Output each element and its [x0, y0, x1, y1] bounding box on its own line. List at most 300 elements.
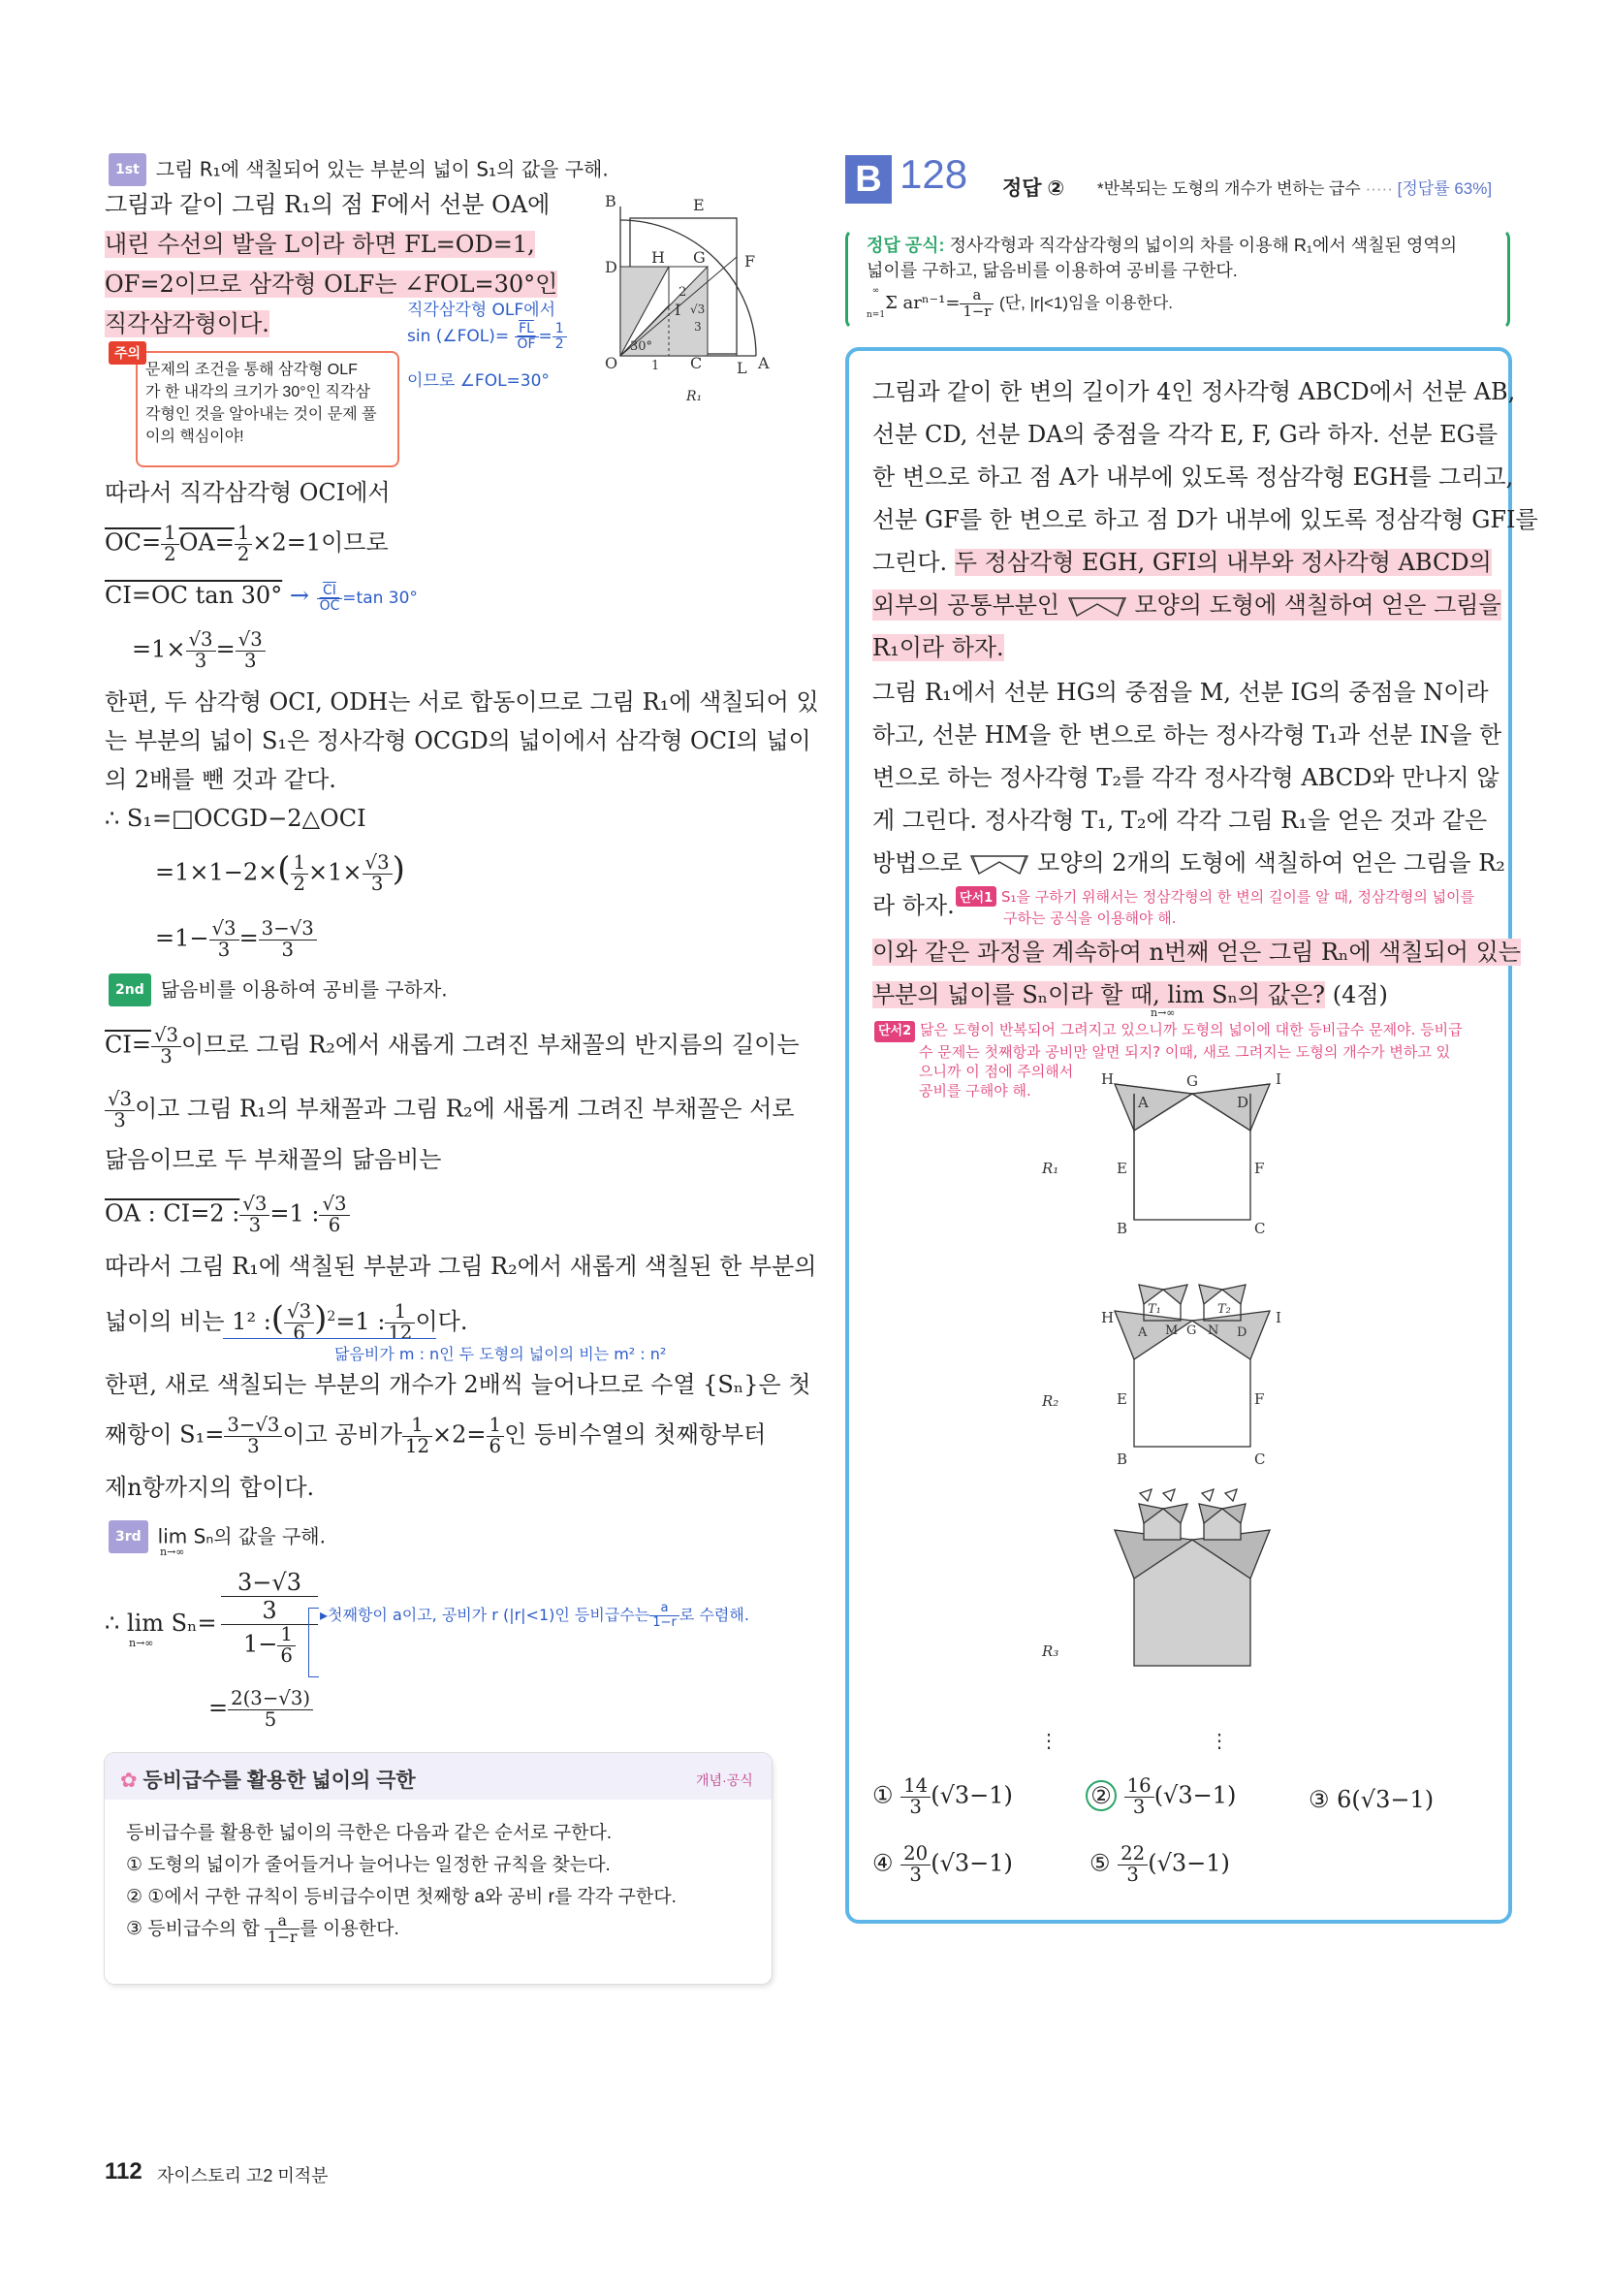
- s3: [155, 919, 317, 960]
- shape-icon: [969, 854, 1029, 876]
- r1-num: [221, 1569, 318, 1625]
- pr-l13: 라 하자.: [872, 892, 955, 919]
- q4: [105, 1195, 350, 1235]
- blue-note-1: 직각삼각형 OLF에서: [407, 301, 555, 320]
- q8: [105, 1416, 766, 1456]
- lim-sub-3: n→∞: [1151, 1006, 1176, 1019]
- q4-a: OA : CI=2 :: [105, 1199, 240, 1228]
- pr-l5a: 그린다.: [872, 549, 948, 576]
- formula-l3: [867, 287, 1457, 320]
- q6-c: 이다.: [415, 1308, 468, 1335]
- lbl-I: I: [1276, 1070, 1281, 1088]
- num: 1: [385, 1302, 415, 1323]
- c5-tail: (√3−1): [1148, 1849, 1230, 1877]
- num: 3−√3: [224, 1416, 282, 1437]
- c4-mark: ④: [872, 1849, 894, 1877]
- q1-b: 이므로 그림 R₂에서 새롭게 그려진 부채꼴의 반지름의 길이는: [181, 1031, 800, 1059]
- pt-H: H: [651, 248, 665, 267]
- m2-b: OA=: [178, 528, 235, 557]
- choice-2[interactable]: [1086, 1776, 1236, 1817]
- frac: [151, 1026, 181, 1067]
- q6-note-underline: [223, 1338, 436, 1339]
- m3-note-text: =tan 30°: [342, 589, 418, 608]
- num: 1: [291, 853, 309, 875]
- warning-text: [145, 359, 377, 448]
- blue-note-frac2: [552, 322, 567, 351]
- den: 3: [1126, 1863, 1139, 1886]
- pt-G: G: [693, 248, 706, 267]
- pt-A: A: [758, 354, 770, 372]
- pt-D: D: [605, 258, 617, 276]
- tip2-l4: 공비를 구해야 해.: [919, 1082, 1031, 1100]
- lparen: (: [277, 849, 291, 889]
- pr-l7: [872, 632, 1004, 663]
- num: 22: [1118, 1844, 1148, 1866]
- pr-l15a: 부분의 넓이를 Sₙ이라 할 때, lim Sₙ의 값은?: [872, 981, 1326, 1008]
- tip1: [956, 886, 1474, 907]
- frac: [277, 1625, 296, 1666]
- c2-tail: (√3−1): [1153, 1781, 1237, 1809]
- num: 1: [277, 1625, 296, 1646]
- lbl-I2: I: [1276, 1309, 1281, 1326]
- den: 3: [113, 1108, 126, 1132]
- answer: 정답 ②: [1002, 177, 1065, 200]
- den: 3: [1132, 1795, 1146, 1818]
- lbl-T2: T₂: [1217, 1302, 1231, 1317]
- frac: [402, 1416, 432, 1456]
- den: 2: [293, 872, 306, 895]
- c5-mark: ⑤: [1089, 1849, 1111, 1877]
- num: 1: [487, 1416, 505, 1437]
- topic-text: *반복되는 도형의 개수가 변하는 급수: [1097, 179, 1361, 198]
- frac: [649, 1602, 679, 1630]
- m3: [105, 580, 418, 614]
- lbl-G2: G: [1186, 1323, 1197, 1338]
- flower-icon: ✿: [120, 1770, 138, 1792]
- m1: 따라서 직각삼각형 OCI에서: [105, 479, 391, 506]
- lbl-N: N: [1208, 1323, 1219, 1338]
- pr-l5: [872, 547, 1492, 578]
- num: √3: [284, 1302, 314, 1323]
- frac: [265, 1913, 300, 1946]
- den: 1−r: [268, 1929, 298, 1947]
- den: 6: [489, 1434, 502, 1457]
- pr-l10: 변으로 하는 정사각형 T₂를 각각 정사각형 ABCD와 만나지 않: [872, 764, 1500, 791]
- m2-a: OC=: [105, 528, 162, 557]
- warning-tag: 주의: [109, 341, 146, 365]
- q2: [105, 1090, 795, 1131]
- pr-l6b: 모양의 도형에 색칠하여 얻은 그림을: [1134, 591, 1501, 619]
- num: $\overline{CI}$: [317, 584, 343, 599]
- frac: [259, 919, 317, 960]
- frac: [1118, 1844, 1148, 1885]
- num: 1: [235, 524, 253, 545]
- r2: [208, 1689, 313, 1730]
- step3-heading: [109, 1520, 326, 1553]
- frac: [228, 1689, 313, 1730]
- pr-l2: 선분 CD, 선분 DA의 중점을 각각 E, F, G라 하자. 선분 EG를: [872, 421, 1498, 448]
- q6-a: 넓이의 비는 1² :: [105, 1308, 271, 1335]
- warn-line: 문제의 조건을 통해 삼각형 OLF: [145, 362, 358, 378]
- pr-l5b: 두 정삼각형 EGH, GFI의 내부와 정사각형 ABCD의: [954, 549, 1492, 576]
- formula-l2: 넓이를 구하고, 닮음비를 이용하여 공비를 구한다.: [867, 261, 1238, 280]
- frac: [291, 853, 309, 894]
- s2-a: =1×1−2×: [155, 858, 278, 886]
- vdots-1: ⋮: [1039, 1729, 1058, 1752]
- pr-l15: [872, 979, 1388, 1010]
- pr-l14: [872, 937, 1521, 968]
- formula-l1: [867, 233, 1457, 258]
- fig-caption-r3: R₃: [1042, 1642, 1059, 1660]
- q6-b: =1 :: [335, 1308, 386, 1335]
- pt-O: O: [605, 354, 618, 372]
- sigma-top: ∞: [871, 286, 880, 296]
- m4: [132, 630, 266, 671]
- warn-line: 각형인 것을 알아내는 것이 문제 풀: [145, 406, 377, 423]
- pr-l4: 선분 GF를 한 변으로 하고 점 D가 내부에 있도록 정삼각형 GFI를: [872, 506, 1538, 533]
- num: a: [265, 1913, 300, 1929]
- step1-heading: [109, 153, 609, 186]
- step3-tag: 3rd: [109, 1520, 148, 1553]
- frac: [186, 630, 216, 671]
- num: √3: [363, 853, 393, 875]
- q3: 닮음이므로 두 부채꼴의 닮음비는: [105, 1146, 442, 1173]
- step2-heading: [109, 973, 448, 1006]
- pr-l6: [872, 590, 1501, 621]
- fig-r1-quarter-circle: [601, 189, 775, 402]
- den: 5: [264, 1707, 277, 1731]
- lbl-M: M: [1165, 1323, 1179, 1338]
- frac-half: [161, 524, 179, 564]
- r1-num-bot: 3: [262, 1597, 277, 1624]
- r1-den: [221, 1625, 318, 1666]
- rparen: ): [314, 1299, 328, 1338]
- fig-caption-r2: R₂: [1042, 1392, 1059, 1410]
- den: 6: [280, 1643, 293, 1667]
- p2-l3: 의 2배를 뺀 것과 같다.: [105, 766, 336, 793]
- concept-body: [126, 1817, 677, 1946]
- concept-l4b: 를 이용한다.: [300, 1919, 399, 1939]
- formula-box: [867, 233, 1457, 320]
- lim-sub-2: n→∞: [129, 1637, 154, 1649]
- p2-l1: 한편, 두 삼각형 OCI, ODH는 서로 합동이므로 그림 R₁에 색칠되어 있: [105, 688, 819, 716]
- lbl-A: A: [1138, 1094, 1149, 1111]
- p1-line4-text: 직각삼각형이다.: [105, 310, 269, 337]
- frac: [900, 1844, 931, 1885]
- p1-line4: [105, 308, 269, 339]
- num: 20: [900, 1844, 931, 1866]
- frac-den: 2: [554, 335, 564, 352]
- lbl-H2: H: [1101, 1309, 1115, 1326]
- lbl-B2: B: [1117, 1451, 1128, 1468]
- s3-a: =1−: [155, 924, 209, 952]
- pr-l12b: 모양의 2개의 도형에 색칠하여 얻은 그림을 R₂: [1037, 849, 1505, 877]
- tip2-l3: 으니까 이 점에 주의해서: [919, 1063, 1074, 1080]
- lbl-G: G: [1186, 1072, 1198, 1090]
- step3-title: lim Sₙ의 값을 구해.: [157, 1524, 326, 1548]
- tip2-l1: 닮은 도형이 반복되어 그려지고 있으니까 도형의 넓이에 대한 등비급수 문제야. 등비급: [919, 1021, 1463, 1038]
- den: 12: [388, 1322, 413, 1344]
- blue-note-frac: [515, 322, 539, 351]
- frac: [487, 1416, 505, 1456]
- lbl-F: F: [1254, 1160, 1265, 1177]
- blue-note-2-text: sin (∠FOL)=: [407, 327, 510, 347]
- r1-a: ∴ lim Sₙ=: [105, 1610, 217, 1637]
- rate: [정답률 63%]: [1397, 179, 1493, 198]
- den: 3: [160, 1044, 173, 1068]
- pt-B: B: [605, 192, 616, 210]
- den: 1−r: [652, 1614, 677, 1630]
- lbl-H: H: [1101, 1070, 1115, 1088]
- formula-sum: Σ arⁿ⁻¹=: [885, 293, 961, 313]
- sigma-bot: n=1: [867, 310, 886, 320]
- num: a: [649, 1602, 679, 1616]
- fig-sequence: [1039, 1067, 1338, 1765]
- den: 3: [247, 1434, 260, 1457]
- p1-line3-text: OF=2이므로 삼각형 OLF는 ∠FOL=30°인: [105, 271, 558, 298]
- pr-l15b: (4점): [1332, 981, 1388, 1008]
- num: 3−√3: [259, 919, 317, 941]
- pr-l8: 그림 R₁에서 선분 HG의 중점을 M, 선분 IG의 중점을 N이라: [872, 679, 1489, 706]
- pt-E: E: [693, 196, 705, 214]
- pr-l9: 하고, 선분 HM을 한 변으로 하는 정사각형 T₁과 선분 IN을 한: [872, 721, 1502, 749]
- choice-5[interactable]: [1089, 1844, 1230, 1885]
- den: 3: [248, 1213, 262, 1236]
- page-number: 112: [105, 2158, 142, 2184]
- frac: [317, 584, 343, 613]
- lbl-T1: T₁: [1148, 1302, 1161, 1317]
- q4-b: =1 :: [269, 1199, 320, 1228]
- num: a: [960, 288, 994, 304]
- eq: =: [238, 924, 259, 952]
- len-1: 1: [651, 359, 660, 373]
- sigma-limits: [867, 287, 885, 320]
- vdots-2: ⋮: [1210, 1729, 1229, 1752]
- choice-1[interactable]: [872, 1776, 1013, 1817]
- num: √3: [319, 1195, 349, 1216]
- q8-a: 째항이 S₁=: [105, 1420, 225, 1449]
- fig-r2: [1115, 1285, 1270, 1447]
- lbl-A2: A: [1138, 1325, 1148, 1340]
- den: OC: [319, 597, 340, 614]
- len-sqrt3: √3: [690, 303, 706, 316]
- eq: =: [538, 327, 552, 347]
- step1-title: 그림 R₁에 색칠되어 있는 부분의 넓이 S₁의 값을 구해.: [155, 157, 609, 181]
- pt-I: I: [675, 301, 681, 319]
- p1-line2-text: 내린 수선의 발을 L이라 하면 FL=OD=1,: [105, 231, 535, 258]
- s1: ∴ S₁=□OCGD−2△OCI: [105, 805, 366, 832]
- num: √3: [105, 1090, 135, 1111]
- len-3: 3: [694, 320, 702, 334]
- r1-num-top: 3−√3: [221, 1569, 318, 1597]
- den: 3: [217, 938, 231, 961]
- frac: [319, 1195, 349, 1235]
- pr-l3: 한 변으로 하고 점 A가 내부에 있도록 정삼각형 EGH를 그리고,: [872, 463, 1514, 491]
- den: 2: [237, 542, 250, 565]
- q9: 제n항까지의 합이다.: [105, 1474, 315, 1501]
- num: 1: [402, 1416, 432, 1437]
- step2-tag: 2nd: [109, 973, 151, 1006]
- lbl-B: B: [1117, 1220, 1128, 1237]
- choice-4[interactable]: [872, 1844, 1013, 1885]
- den: 3: [909, 1863, 922, 1886]
- lbl-E2: E: [1117, 1390, 1127, 1408]
- den: 3: [243, 649, 257, 672]
- pr-l12: [872, 847, 1505, 878]
- tip1-l2: 구하는 공식을 이용해야 해.: [1003, 909, 1177, 927]
- s2-b: ×1×: [308, 858, 363, 886]
- r1-frac: [221, 1569, 318, 1666]
- concept-tag: 개념·공식: [696, 1772, 753, 1788]
- den: 3: [370, 872, 384, 895]
- frac: [239, 1195, 269, 1235]
- frac-den: OF: [517, 335, 536, 352]
- warn-line: 가 한 내각의 크기가 30°인 직각삼: [145, 384, 370, 400]
- frac: [363, 853, 393, 894]
- arrow: →: [289, 582, 309, 609]
- blue-note-2: [407, 322, 567, 351]
- pr-l1: 그림과 같이 한 변의 길이가 4인 정사각형 ABCD에서 선분 AB,: [872, 378, 1516, 405]
- lbl-C2: C: [1254, 1451, 1266, 1468]
- c2-mark-circled: ②: [1086, 1780, 1117, 1811]
- num: √3: [236, 630, 266, 652]
- den: 3: [909, 1795, 922, 1818]
- formula-l1-text: 정사각형과 직각삼각형의 넓이의 차를 이용해 R₁에서 색칠된 영역의: [949, 236, 1458, 255]
- warn-line: 이의 핵심이야!: [145, 429, 244, 445]
- pt-F: F: [744, 252, 756, 271]
- lbl-E: E: [1117, 1160, 1127, 1177]
- lbl-D2: D: [1237, 1325, 1247, 1340]
- fig-r1-caption: R₁: [686, 389, 703, 404]
- tip2-l2: 수 문제는 첫째항과 공비만 알면 되지? 이때, 새로 그려지는 도형의 개수가 변하고 있: [919, 1043, 1451, 1061]
- q8-c: ×2=: [432, 1420, 487, 1449]
- p1-line2: [105, 229, 535, 260]
- concept-l4a: ③ 등비급수의 합: [126, 1919, 260, 1939]
- lbl-F2: F: [1254, 1390, 1265, 1408]
- r1-bracket: [308, 1608, 319, 1677]
- m2-c: ×2=1이므로: [252, 528, 389, 557]
- frac: [900, 1776, 931, 1817]
- num: 2(3−√3): [228, 1689, 313, 1710]
- q8-d: 인 등비수열의 첫째항부터: [504, 1420, 767, 1449]
- frac-num: 1: [552, 322, 567, 337]
- m3-a: CI=OC tan 30°: [105, 582, 283, 609]
- concept-line-4: [126, 1913, 677, 1946]
- num: √3: [239, 1195, 269, 1216]
- q6-note: 닮음비가 m : n인 두 도형의 넓이의 비는 m² : n²: [334, 1345, 667, 1363]
- q2-b: 이고 그림 R₁의 부채꼴과 그림 R₂에 새롭게 그려진 부채꼴은 서로: [135, 1095, 795, 1123]
- concept-line: 등비급수를 활용한 넓이의 극한은 다음과 같은 순서로 구한다.: [126, 1823, 613, 1843]
- den: 6: [328, 1213, 341, 1236]
- frac-half2: [235, 524, 253, 564]
- rparen: ): [392, 849, 405, 889]
- pr-l6a: 외부의 공통부분인: [872, 591, 1060, 619]
- num: √3: [209, 919, 239, 941]
- fig-r3: [1115, 1489, 1270, 1666]
- pr-l7-text: R₁이라 하자.: [872, 634, 1004, 661]
- den: 2: [164, 542, 176, 565]
- lbl-C: C: [1254, 1220, 1266, 1237]
- problem-badge: B: [845, 155, 892, 204]
- len-2: 2: [679, 285, 687, 300]
- eq: =: [208, 1694, 229, 1722]
- m4-a: =1×: [132, 635, 186, 663]
- sq: 2: [327, 1309, 336, 1324]
- frac: [224, 1416, 282, 1456]
- frac: [209, 919, 239, 960]
- den: 6: [293, 1322, 305, 1344]
- tip1-tag: 단서1: [956, 886, 996, 907]
- lim-sub-1: n→∞: [160, 1546, 185, 1558]
- blue-note-3: 이므로 ∠FOL=30°: [407, 371, 550, 391]
- num: 16: [1124, 1776, 1154, 1798]
- frac: [236, 630, 266, 671]
- dots: ·····: [1365, 179, 1393, 198]
- den: 3: [281, 938, 294, 961]
- num: √3: [186, 630, 216, 652]
- eq: =: [215, 635, 236, 663]
- r1-note-arrow: ▸: [320, 1605, 329, 1624]
- q1: [105, 1026, 800, 1067]
- c1-mark: ①: [872, 1781, 894, 1809]
- q8-b: 이고 공비가: [282, 1420, 402, 1449]
- tip1-l1: S₁을 구하기 위해서는 정삼각형의 한 변의 길이를 알 때, 정삼각형의 넓이를: [1000, 888, 1475, 906]
- c4-tail: (√3−1): [931, 1849, 1013, 1877]
- concept-box: [105, 1753, 772, 1984]
- den: 3: [194, 649, 207, 672]
- den: 12: [404, 1434, 430, 1457]
- frac: [105, 1090, 135, 1131]
- concept-title-text: 등비급수를 활용한 넓이의 극한: [142, 1770, 416, 1792]
- footer-title: 자이스토리 고2 미적분: [157, 2166, 329, 2185]
- r1-note: [320, 1602, 749, 1630]
- q1-a: CI=: [105, 1031, 151, 1059]
- tip2-tag: 단서2: [874, 1021, 915, 1042]
- choice-3[interactable]: ③ 6(√3−1): [1309, 1786, 1435, 1813]
- concept-line: ① 도형의 넓이가 줄어들거나 늘어나는 일정한 규칙을 찾는다.: [126, 1855, 611, 1875]
- pr-l14-text: 이와 같은 과정을 계속하여 n번째 얻은 그림 Rₙ에 색칠되어 있는: [872, 939, 1521, 966]
- topic: [1097, 175, 1492, 199]
- p2-l2: 는 부분의 넓이 S₁은 정사각형 OCGD의 넓이에서 삼각형 OCI의 넓이: [105, 727, 811, 754]
- p1-line1: 그림과 같이 그림 R₁의 점 F에서 선분 OA에: [105, 191, 551, 218]
- step2-title: 닮음비를 이용하여 공비를 구하자.: [160, 977, 448, 1002]
- den: 1−r: [963, 303, 992, 320]
- c1-tail: (√3−1): [931, 1781, 1013, 1809]
- lparen: (: [270, 1299, 285, 1338]
- pr-l11: 게 그린다. 정사각형 T₁, T₂에 각각 그림 R₁을 얻은 것과 같은: [872, 807, 1488, 834]
- shape-icon: [1067, 596, 1127, 618]
- step1-tag: 1st: [109, 153, 146, 186]
- problem-number: 128: [900, 151, 968, 197]
- fig-caption-r1: R₁: [1042, 1160, 1059, 1177]
- pt-C: C: [690, 354, 703, 372]
- r1-den-a: 1−: [243, 1630, 278, 1658]
- pr-l12a: 방법으로: [872, 849, 963, 877]
- angle-30: 30°: [630, 339, 653, 354]
- q5: 따라서 그림 R₁에 색칠된 부분과 그림 R₂에서 새롭게 색칠된 한 부분의: [105, 1253, 817, 1280]
- lbl-D: D: [1237, 1094, 1249, 1111]
- num: 1: [161, 524, 179, 545]
- num: √3: [151, 1026, 181, 1047]
- concept-line: ② ①에서 구한 규칙이 등비급수이면 첫째항 a와 공비 r를 각각 구한다.: [126, 1887, 677, 1907]
- frac: [960, 288, 994, 319]
- frac-num: $\overline{FL}$: [515, 322, 539, 337]
- frac: [1124, 1776, 1154, 1817]
- r1-note-a: 첫째항이 a이고, 공비가 r (|r|<1)인 등비급수는: [328, 1605, 650, 1624]
- pt-L: L: [737, 359, 747, 377]
- concept-title: [120, 1765, 416, 1794]
- formula-label: 정답 공식:: [867, 236, 945, 255]
